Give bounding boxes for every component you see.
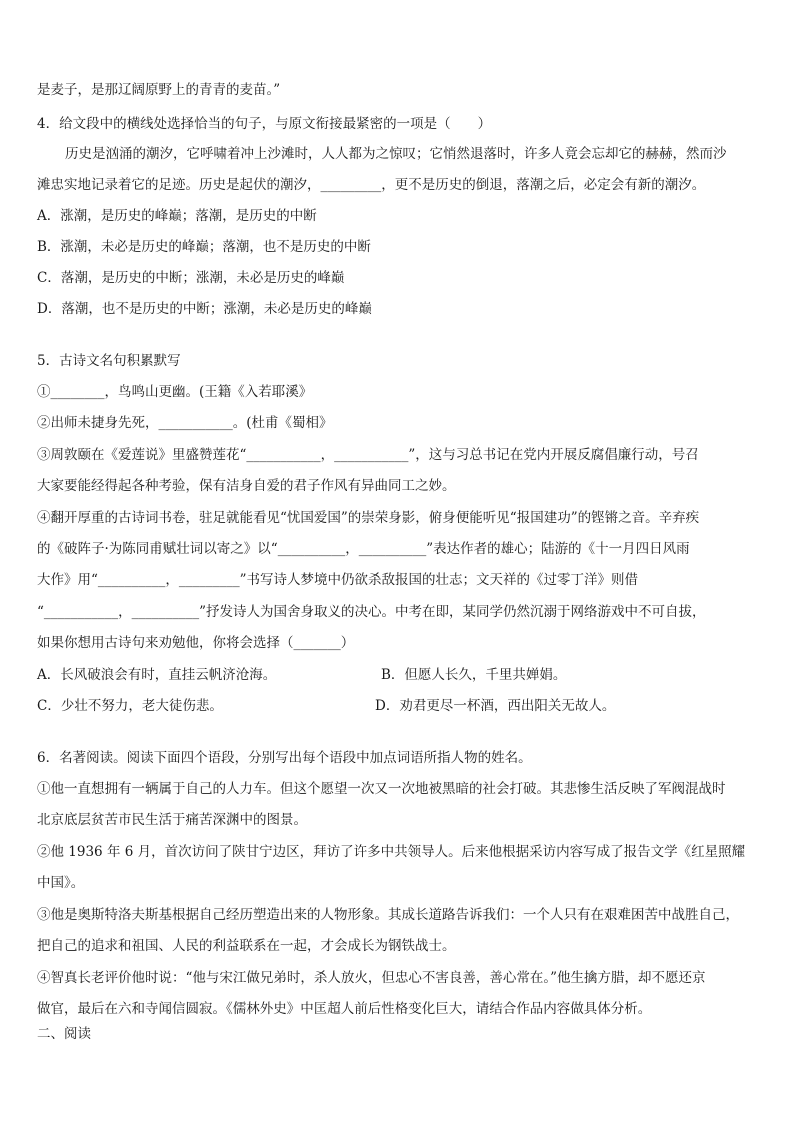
q5-line-6: 的《破阵子·为陈同甫赋壮词以寄之》以“__________，__________”表达作者的雄心；陆游的《十一月四日风雨 [37,541,690,557]
q5-line-3: ③周敦颐在《爱莲说》里盛赞莲花“___________，___________”，这与习总书记在党内开展反腐倡廉行动，号召 [37,447,699,463]
q4-passage-line-2: 滩忠实地记录着它的足迹。历史是起伏的潮汐，_________，更不是历史的倒退，落潮之后，必定会有新的潮汐。 [37,177,706,193]
section-heading-reading: 二、阅读 [37,1026,91,1042]
q6-line-1: ①他一直想拥有一辆属于自己的人力车。但这个愿望一次又一次地被黑暗的社会打破。其悲惨生活反映了军阀混战时 [37,781,726,797]
q4-passage-line-1: 历史是汹涌的潮汐，它呼啸着冲上沙滩时，人人都为之惊叹；它悄然退落时，许多人竟会忘却它的赫赫，然而沙 [65,146,727,162]
q5-options-row-1 [37,666,766,684]
q6-line-5: ③他是奥斯特洛夫斯基根据自己经历塑造出来的人物形象。其成长道路告诉我们：一个人只有在艰难困苦中战胜自己， [37,907,739,923]
q4-option-b: B．涨潮，未必是历史的峰巅；落潮，也不是历史的中断 [37,239,371,255]
q5-line-9: 如果你想用古诗句来劝勉他，你将会选择（_______） [37,635,355,651]
q4-option-d: D．落潮，也不是历史的中断；涨潮，未必是历史的峰巅 [37,301,372,317]
q4-option-a: A．涨潮，是历史的峰巅；落潮，是历史的中断 [37,208,317,224]
q6-line-2: 北京底层贫苦市民生活于痛苦深渊中的图景。 [37,812,307,828]
q5-option-c: C．少壮不努力，老大徒伤悲。 [37,698,223,714]
q5-line-8: “___________，__________”抒发诗人为国舍身取义的决心。中考在即，某同学仍然沉溺于网络游戏中不可自拔， [37,604,706,620]
q6-line-4: 中国》。 [37,875,85,891]
q4-option-c: C．落潮，是历史的中断；涨潮，未必是历史的峰巅 [37,270,345,286]
q6-line-6: 把自己的追求和祖国、人民的利益联系在一起，才会成长为钢铁战士。 [37,938,456,954]
q5-option-a: A．长风破浪会有时，直挂云帆济沧海。 [37,667,277,683]
q4-stem: 4．给文段中的横线处选择恰当的句子，与原文衔接最紧密的一项是（ ） [37,116,492,132]
q5-line-5: ④翻开厚重的古诗词书卷，驻足就能看见“忧国爱国”的崇荣身影，俯身便能听见“报国建功”的铿锵之音。辛弃疾 [37,510,700,526]
q5-line-4: 大家要能经得起各种考验，保有洁身自爱的君子作风有异曲同工之妙。 [37,478,456,494]
q6-line-3: ②他 1936 年 6 月，首次访问了陕甘宁边区，拜访了许多中共领导人。后来他根据采访内容写成了报告文学《红星照耀 [37,844,746,860]
q3-tail-line: 是麦子，是那辽阔原野上的青青的麦苗。” [37,82,281,98]
q6-line-7: ④智真长老评价他时说：“他与宋江做兄弟时，杀人放火，但忠心不害良善，善心常在。”他生擒方腊，却不愿还京 [37,970,706,986]
q5-title: 5．古诗文名句积累默写 [37,353,181,369]
q5-option-d: D．劝君更尽一杯酒，西出阳关无故人。 [375,698,616,714]
q6-title: 6．名著阅读。阅读下面四个语段，分别写出每个语段中加点词语所指人物的姓名。 [37,750,532,766]
q5-options-row-2 [37,697,766,715]
q5-line-2: ②出师未捷身先死，___________。(杜甫《蜀相》 [37,415,333,431]
q6-line-8: 做官，最后在六和寺闻信圆寂。《儒林外史》中匡超人前后性格变化巨大，请结合作品内容做具体分析。 [37,1001,652,1017]
q5-option-b: B．但愿人长久，千里共婵娟。 [381,667,567,683]
q5-line-7: 大作》用“__________，_________”书写诗人梦境中仍欲杀敌报国的壮志；文天祥的《过零丁洋》则借 [37,572,639,588]
q5-line-1: ①________，鸟鸣山更幽。(王籍《入若耶溪》 [37,384,313,400]
